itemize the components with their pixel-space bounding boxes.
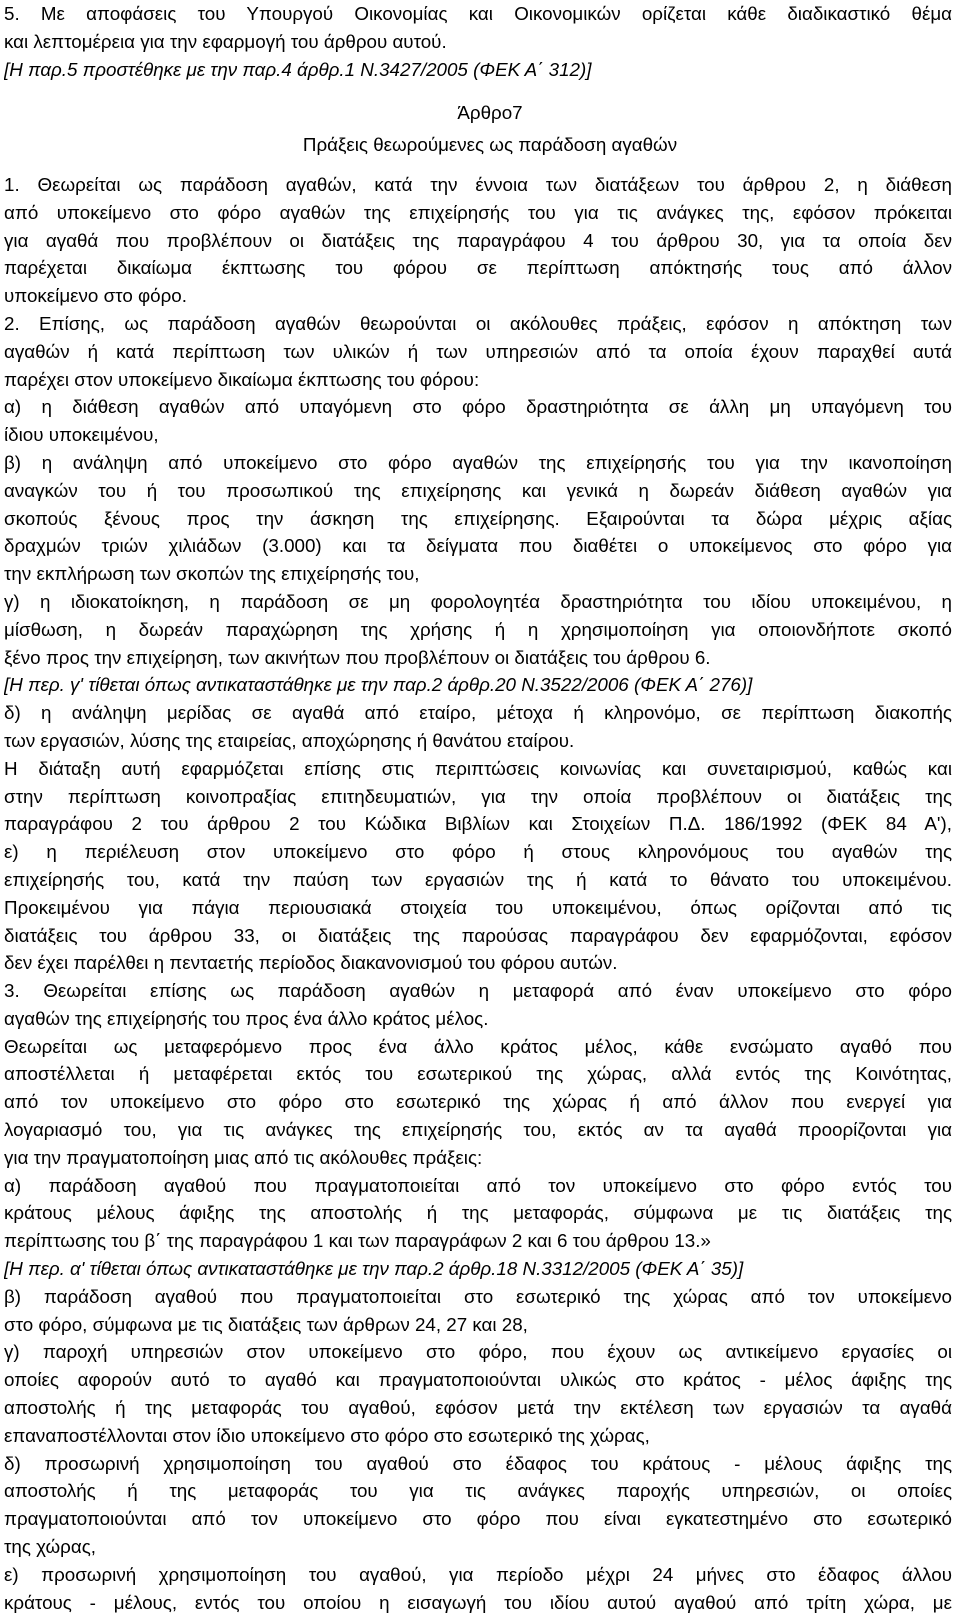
text-line: και λεπτομέρεια για την εφαρμογή του άρθρου αυτού. (4, 30, 447, 52)
text-line: Προκειμένου για πάγια περιουσιακά στοιχεία του υποκειμένου, όπως ορίζονται από τις (4, 896, 952, 918)
text-line: Θεωρείται ως μεταφερόμενο προς ένα άλλο κράτος μέλος, κάθε ενσώματο αγαθό που (4, 1035, 952, 1057)
text-line: πραγματοποιούνται από τον υποκείμενο στο φόρο που είναι εγκατεστημένο στο εσωτερικό (4, 1508, 952, 1530)
text-line: δραχμών τριών χιλιάδων (3.000) και τα δείγματα που διαθέτει ο υποκείμενος στο φόρο για (4, 535, 952, 557)
text-line: δ) προσωρινή χρησιμοποίηση του αγαθού στο έδαφος του κράτους - μέλους άφιξης της (4, 1452, 952, 1474)
text-line: δ) η ανάληψη μερίδας σε αγαθά από εταίρο, μέτοχα ή κληρονόμο, σε περίπτωση διακοπής (4, 702, 952, 724)
text-line: για την πραγματοποίηση μιας από τις ακόλουθες πράξεις: (4, 1146, 483, 1168)
text-line: περίπτωσης του β΄ της παραγράφου 1 και των παραγράφων 2 και 6 του άρθρου 13.» (4, 1230, 711, 1252)
text-line: α) η διάθεση αγαθών από υπαγόμενη στο φόρο δραστηριότητα σε άλλη μη υπαγόμενη του (4, 396, 952, 418)
text-line: της χώρας, (4, 1536, 96, 1558)
text-line: 5. Με αποφάσεις του Υπουργού Οικονομίας και Οικονομικών ορίζεται κάθε διαδικαστικό θέμα (4, 3, 952, 24)
text-line: διατάξεις του άρθρου 33, οι διατάξεις της παρούσας παραγράφου δεν εφαρμόζονται, εφόσον (4, 924, 952, 946)
text-line: αναγκών του ή του προσωπικού της επιχείρησης και γενικά η δωρεάν διάθεση αγαθών για (4, 479, 952, 501)
text-line: υποκείμενο στο φόρο. (4, 285, 187, 307)
text-line: αποστολής ή της μεταφοράς του αγαθού, εφόσον μετά την εκτέλεση των εργασιών τα αγαθά (4, 1397, 952, 1419)
text-line: 3. Θεωρείται επίσης ως παράδοση αγαθών η μεταφορά από έναν υποκείμενο στο φόρο (4, 980, 952, 1002)
text-line: των εργασιών, λύσης της εταιρείας, αποχώρησης ή θανάτου εταίρου. (4, 729, 575, 751)
text-line: αποστέλλεται ή μεταφέρεται εκτός του εσωτερικού της χώρας, αλλά εντός της Κοινότητας, (4, 1063, 952, 1085)
text-line: παρέχει στον υποκείμενο δικαίωμα έκπτωσης του φόρου: (4, 368, 480, 390)
text-line: 1. Θεωρείται ως παράδοση αγαθών, κατά την έννοια των διατάξεων του άρθρου 2, η διάθεση (4, 173, 952, 195)
text-line: οποίες αφορούν αυτό το αγαθό και πραγματοποιούνται υλικώς στο κράτος - μέλος άφιξης της (4, 1369, 952, 1391)
text-line: λογαριασμό του, για τις ανάγκες της επιχείρησής του, εκτός αν τα αγαθά προορίζονται για (4, 1119, 952, 1141)
text-line: γ) παροχή υπηρεσιών στον υποκείμενο στο φόρο, που έχουν ως αντικείμενο εργασίες οι (4, 1341, 952, 1363)
text-line: ξένο προς την επιχείρηση, των ακινήτων που προβλέπουν οι διατάξεις του άρθρου 6. (4, 646, 711, 668)
text-line: δεν έχει παρέλθει η πενταετής περίοδος διακανονισμού του φόρου αυτών. (4, 952, 618, 974)
amendment-note: [Η περ. γ' τίθεται όπως αντικαταστάθηκε με την παρ.2 άρθρ.20 Ν.3522/2006 (ΦΕΚ Α΄ 276)] (4, 674, 753, 696)
text-line: Η διάταξη αυτή εφαρμόζεται επίσης στις περιπτώσεις κοινωνίας και συνεταιρισμού, καθώς και (4, 757, 952, 779)
text-line: 2. Επίσης, ως παράδοση αγαθών θεωρούνται οι ακόλουθες πράξεις, εφόσον η απόκτηση των (4, 312, 952, 334)
text-line: στην περίπτωση κοινοπραξίας επιτηδευματιών, για την οποία προβλέπουν οι διατάξεις της (4, 785, 952, 807)
text-line: α) παράδοση αγαθού που πραγματοποιείται από τον υποκείμενο στο φόρο εντός του (4, 1174, 952, 1196)
text-line: κράτους μέλους άφιξης της αποστολής ή της μεταφοράς, σύμφωνα με τις διατάξεις της (4, 1202, 952, 1224)
text-line: στο φόρο, σύμφωνα με τις διατάξεις των άρθρων 24, 27 και 28, (4, 1313, 528, 1335)
text-line: ε) προσωρινή χρησιμοποίηση του αγαθού, για περίοδο μέχρι 24 μήνες στο έδαφος άλλου (4, 1563, 952, 1585)
article-subtitle: Πράξεις θεωρούμενες ως παράδοση αγαθών (302, 134, 678, 156)
text-line: επαναποστέλλονται στον ίδιο υποκείμενο στο φόρο στο εσωτερικό της χώρας, (4, 1424, 650, 1446)
amendment-note: [Η παρ.5 προστέθηκε με την παρ.4 άρθρ.1 Ν.3427/2005 (ΦΕΚ Α΄ 312)] (4, 58, 592, 80)
text-line: παραγράφου 2 του άρθρου 2 του Κώδικα Βιβλίων και Στοιχείων Π.Δ. 186/1992 (ΦΕΚ 84 Α'), (4, 813, 952, 835)
text-line: από τον υποκείμενο στο φόρο στο εσωτερικό της χώρας ή από άλλον που ενεργεί για (4, 1091, 952, 1113)
text-line: αγαθών ή κατά περίπτωση των υλικών ή των υπηρεσιών από τα οποία έχουν παραχθεί αυτά (4, 340, 952, 362)
text-line: ε) η περιέλευση στον υποκείμενο στο φόρο ή στους κληρονόμους του αγαθών της (4, 841, 952, 863)
text-line: σκοπούς ξένους προς την άσκηση της επιχείρησης. Εξαιρούνται τα δώρα μέχρις αξίας (4, 507, 952, 529)
text-line: αποστολής ή της μεταφοράς του για τις ανάγκες παροχής υπηρεσιών, οι οποίες (4, 1480, 952, 1502)
text-line: από υποκείμενο στο φόρο αγαθών της επιχείρησής του για τις ανάγκες της, εφόσον πρόκειται (4, 201, 952, 223)
text-line: κράτους - μέλους, εντός του οποίου η εισαγωγή του ιδίου αυτού αγαθού από τρίτη χώρα, με (4, 1591, 952, 1613)
text-line: μίσθωση, η δωρεάν παραχώρηση της χρήσης ή η χρησιμοποίηση για οποιονδήποτε σκοπό (4, 618, 952, 640)
article-title: Άρθρο7 (457, 102, 523, 124)
text-line: β) παράδοση αγαθού που πραγματοποιείται στο εσωτερικό της χώρας από τον υποκείμενο (4, 1285, 952, 1307)
text-line: παρέχεται δικαίωμα έκπτωσης του φόρου σε περίπτωση απόκτησής τους από άλλον (4, 257, 952, 279)
text-line: επιχείρησής του, κατά την παύση των εργασιών της ή κατά το θάνατο του υποκειμένου. (4, 868, 952, 890)
text-line: β) η ανάληψη από υποκείμενο στο φόρο αγαθών της επιχείρησής του για την ικανοποίηση (4, 451, 952, 473)
text-line: ίδιου υποκειμένου, (4, 424, 159, 446)
text-line: αγαθών της επιχείρησής του προς ένα άλλο κράτος μέλος. (4, 1007, 489, 1029)
document-page (4, 0, 952, 1616)
text-line: την εκπλήρωση των σκοπών της επιχείρησής του, (4, 563, 420, 585)
amendment-note: [Η περ. α' τίθεται όπως αντικαταστάθηκε με την παρ.2 άρθρ.18 Ν.3312/2005 (ΦΕΚ Α΄ 35)] (4, 1258, 744, 1280)
text-line: για αγαθά που προβλέπουν οι διατάξεις της παραγράφου 4 του άρθρου 30, για τα οποία δεν (4, 229, 952, 251)
text-line: γ) η ιδιοκατοίκηση, η παράδοση σε μη φορολογητέα δραστηριότητα του ιδίου υποκειμένου, η (4, 590, 952, 612)
